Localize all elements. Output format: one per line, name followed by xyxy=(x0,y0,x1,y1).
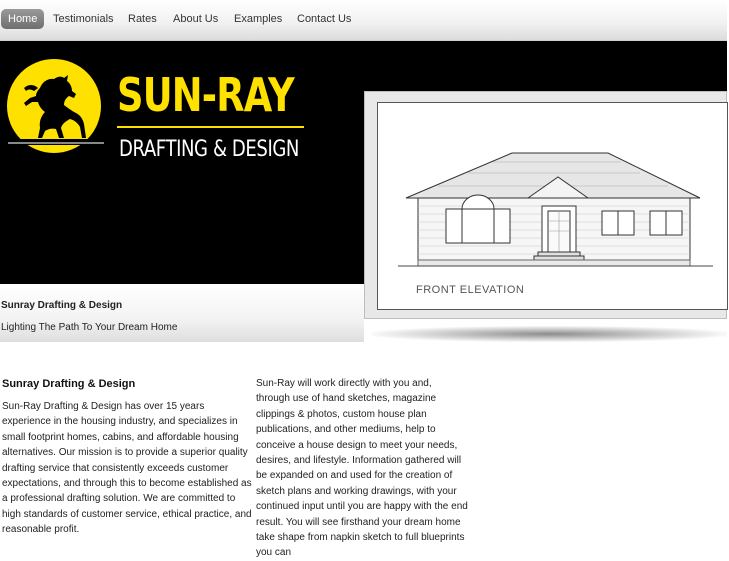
nav-home[interactable]: Home xyxy=(1,9,44,29)
process-column xyxy=(256,376,468,561)
tagline-text: Lighting The Path To Your Dream Home xyxy=(1,322,178,333)
intro-paragraph: Sun-Ray Drafting & Design has over 15 years experience in the housing industry, and specializes in small footprint homes, cabins, and affordable housing alternatives. Our mission is to provide a superior quality drafting service that consistently exceeds customer expectations, and through this to become established as a professional drafting solution. We are committed to high standards of customer service, ethical practice, and reasonable profit. xyxy=(2,401,252,536)
section-heading: Sunray Drafting & Design xyxy=(2,378,136,390)
tagline-title: Sunray Drafting & Design xyxy=(1,300,123,311)
house-drawing xyxy=(377,102,728,310)
nav-about-us[interactable]: About Us xyxy=(173,13,219,25)
process-paragraph: Sun-Ray will work directly with you and, through use of hand sketches, magazine clippings & photos, custom house plan publications, and other mediums, help to conceive a house design to meet your needs, desires, and lifestyle. Information gathered will be expanded on and used for the creation of sketch plans and working drawings, with your continued input until you are happy with the end result. You will see firsthand your dream home take shape from napkin sketch to full blueprints you can xyxy=(256,378,468,559)
logo[interactable] xyxy=(6,58,306,168)
tagline-bar xyxy=(0,284,364,342)
nav-rates[interactable]: Rates xyxy=(128,13,157,25)
drawing-label: FRONT ELEVATION xyxy=(416,284,525,296)
house-elevation-illustration xyxy=(378,103,729,311)
sun-horse-icon xyxy=(6,58,116,168)
frame-shadow xyxy=(372,326,727,342)
nav-contact-us[interactable]: Contact Us xyxy=(297,13,352,25)
brand-name: SUN-RAY xyxy=(117,68,294,122)
house-drawing-frame xyxy=(364,91,727,319)
brand-divider xyxy=(117,126,304,128)
intro-column xyxy=(2,377,254,538)
nav-testimonials[interactable]: Testimonials xyxy=(53,13,114,25)
top-navigation xyxy=(0,0,727,41)
brand-subtitle: DRAFTING & DESIGN xyxy=(119,137,300,162)
nav-examples[interactable]: Examples xyxy=(234,13,283,25)
